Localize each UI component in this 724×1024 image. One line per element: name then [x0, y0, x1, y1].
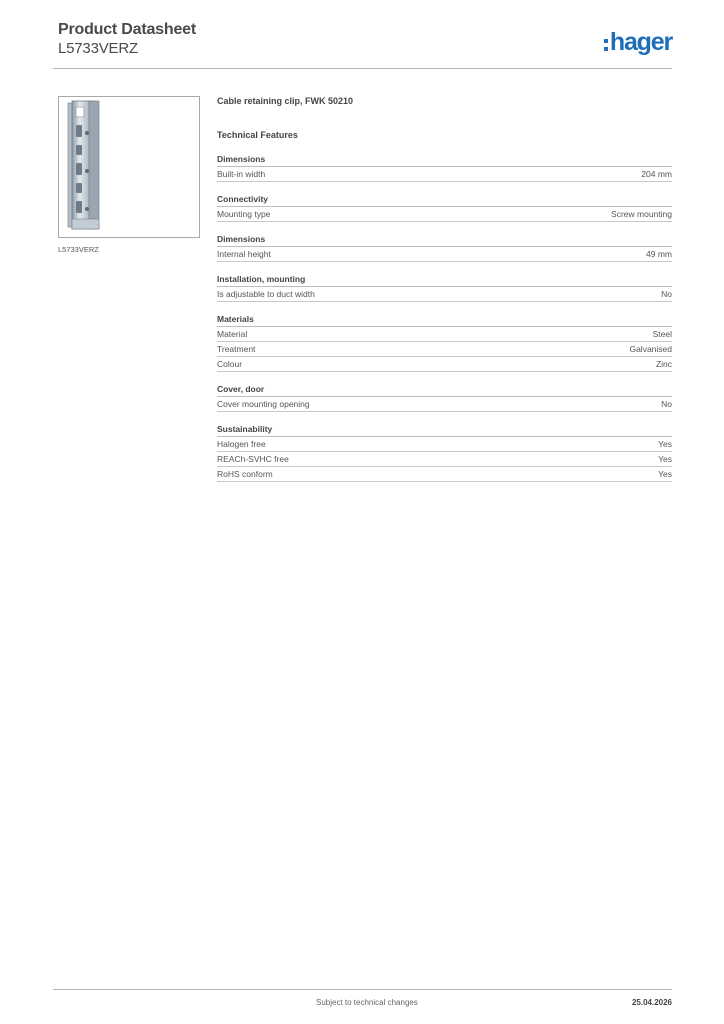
section-title: Materials	[217, 314, 672, 327]
product-code: L5733VERZ	[58, 40, 138, 57]
feature-value: Zinc	[655, 359, 672, 369]
feature-row	[217, 357, 672, 372]
feature-section	[217, 384, 672, 412]
footer-note: Subject to technical changes	[316, 998, 418, 1007]
feature-label: Material	[217, 329, 248, 339]
feature-label: Is adjustable to duct width	[217, 289, 315, 299]
section-title: Dimensions	[217, 234, 672, 247]
section-title: Cover, door	[217, 384, 672, 397]
section-title: Installation, mounting	[217, 274, 672, 287]
image-caption: L5733VERZ	[58, 245, 99, 254]
section-title: Connectivity	[217, 194, 672, 207]
feature-row	[217, 342, 672, 357]
hager-logo	[604, 28, 672, 57]
feature-value: Yes	[658, 454, 672, 464]
feature-value: Yes	[658, 439, 672, 449]
feature-value: Screw mounting	[611, 209, 672, 219]
feature-value: Yes	[658, 469, 672, 479]
feature-row	[217, 207, 672, 222]
feature-value: No	[661, 399, 672, 409]
feature-section	[217, 314, 672, 372]
cable-clip-illustration	[59, 97, 199, 237]
product-name: Cable retaining clip, FWK 50210	[217, 96, 354, 106]
feature-label: Cover mounting opening	[217, 399, 310, 409]
feature-label: Halogen free	[217, 439, 266, 449]
feature-label: Colour	[217, 359, 243, 369]
logo-colon-mark	[604, 39, 608, 51]
feature-row	[217, 247, 672, 262]
feature-value: No	[661, 289, 672, 299]
feature-section	[217, 154, 672, 182]
feature-value: Galvanised	[629, 344, 672, 354]
feature-row	[217, 452, 672, 467]
page-title: Product Datasheet	[58, 21, 196, 38]
feature-sections	[217, 154, 672, 482]
feature-value: 49 mm	[646, 249, 672, 259]
feature-label: Built-in width	[217, 169, 266, 179]
feature-value: Steel	[652, 329, 672, 339]
product-image	[58, 96, 200, 238]
footer-date: 25.04.2026	[631, 998, 672, 1007]
section-title: Sustainability	[217, 424, 672, 437]
feature-section	[217, 274, 672, 302]
section-title: Dimensions	[217, 154, 672, 167]
feature-section	[217, 194, 672, 222]
feature-label: Mounting type	[217, 209, 271, 219]
feature-row	[217, 327, 672, 342]
feature-label: Internal height	[217, 249, 271, 259]
feature-label: REACh-SVHC free	[217, 454, 289, 464]
feature-label: RoHS conform	[217, 469, 273, 479]
feature-section	[217, 234, 672, 262]
feature-row	[217, 287, 672, 302]
feature-row	[217, 397, 672, 412]
feature-row	[217, 167, 672, 182]
header-divider	[53, 68, 672, 69]
feature-label: Treatment	[217, 344, 256, 354]
feature-row	[217, 437, 672, 452]
technical-features-title: Technical Features	[217, 130, 298, 140]
feature-value: 204 mm	[641, 169, 672, 179]
footer-divider	[53, 989, 672, 990]
logo-text: hager	[609, 28, 672, 56]
feature-section	[217, 424, 672, 482]
feature-row	[217, 467, 672, 482]
datasheet-content	[217, 96, 672, 482]
